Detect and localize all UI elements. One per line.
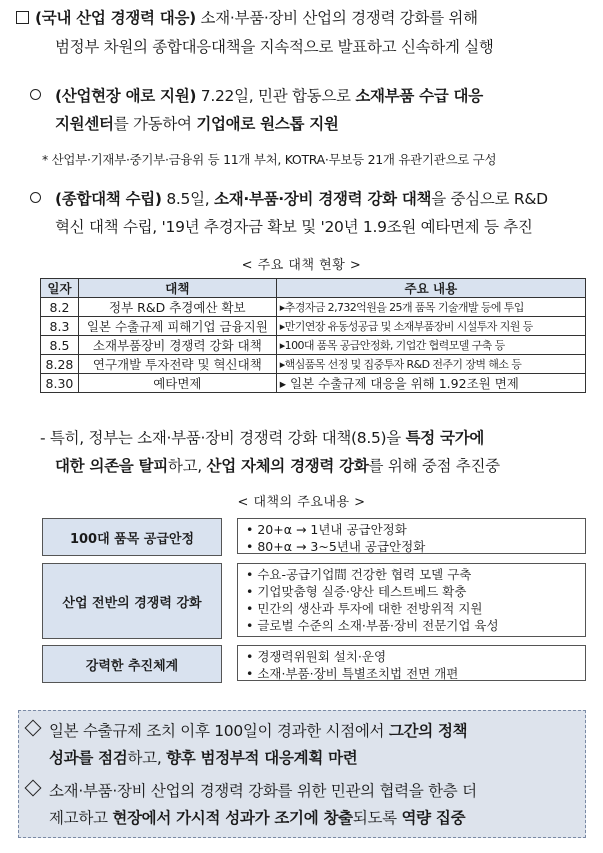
summary-text5: 되도록: [352, 809, 402, 827]
item2-text2: 을 중심으로 R&D: [431, 190, 548, 208]
summary-bold3: 향후 범정부적 대응계획 마련: [166, 749, 358, 767]
item2-bold: 소재·부품·장비 경쟁력 강화 대책: [214, 190, 432, 208]
summary-bold: 그간의 정책: [388, 722, 468, 740]
summary-bold5: 역량 집중: [401, 809, 466, 827]
measure-label: 산업 전반의 경쟁력 강화: [42, 563, 222, 639]
measure-items: [237, 645, 586, 681]
dash-line2: [55, 455, 500, 477]
measure-item: • 민간의 생산과 투자에 대한 전방위적 지원: [246, 601, 483, 616]
header-content: 주요 내용: [276, 279, 585, 298]
cell-date: 8.28: [41, 355, 79, 374]
diamond-bullet-icon: [25, 720, 42, 737]
section-heading-line1: [16, 7, 478, 29]
summary-box: [18, 710, 586, 838]
dash-bold: 특정 국가에: [405, 429, 485, 447]
circle-bullet-icon: [30, 192, 41, 203]
cell-policy: 소재부품장비 경쟁력 강화 대책: [78, 336, 276, 355]
table-row: [41, 336, 586, 355]
policy-table: [40, 278, 586, 393]
item2-title: (종합대책 수립): [55, 190, 162, 208]
measure-item: • 글로벌 수준의 소재·부품·장비 전문기업 육성: [246, 618, 499, 633]
table-row: [41, 298, 586, 317]
cell-policy: 정부 R&D 추경예산 확보: [78, 298, 276, 317]
item1-line2: [55, 113, 339, 135]
measure-item: • 80+α → 3~5년내 공급안정화: [246, 539, 426, 554]
cell-date: 8.2: [41, 298, 79, 317]
footnote: * 산업부·기재부·중기부·금융위 등 11개 부처, KOTRA·무보등 21개 유관기관으로 구성: [42, 152, 497, 167]
measure-items: [237, 518, 586, 554]
item2-text: 8.5일,: [161, 190, 215, 208]
cell-date: 8.30: [41, 374, 79, 393]
checkbox-bullet-icon: [16, 11, 29, 24]
item1-line1: [30, 85, 483, 107]
measure-label: 100대 품목 공급안정: [42, 518, 222, 556]
cell-content: ▸100대 품목 공급안정화, 기업간 협력모델 구축 등: [276, 336, 585, 355]
item1-title: (산업현장 애로 지원): [55, 87, 197, 105]
summary-p1-line1: [23, 719, 467, 741]
table-caption: < 주요 대책 현황 >: [241, 258, 362, 273]
measure-items: [237, 563, 586, 637]
item1-bold2: 지원센터: [55, 115, 114, 133]
summary-text2: 하고,: [127, 749, 167, 767]
summary-p2-line2: [49, 806, 465, 828]
item1-text2: 를 가동하여: [113, 115, 197, 133]
measure-item: • 기업맞춤형 실증·양산 테스트베드 확충: [246, 584, 467, 599]
dash-text: - 특히, 정부는 소재·부품·장비 경쟁력 강화 대책(8.5)을: [40, 429, 406, 447]
table-row: [41, 317, 586, 336]
header-policy: 대책: [78, 279, 276, 298]
table-header-row: [41, 279, 586, 298]
dash-text2: 하고,: [167, 457, 207, 475]
section-heading-line2: 범정부 차원의 종합대응대책을 지속적으로 발표하고 신속하게 실행: [55, 38, 494, 56]
item1-bold: 소재부품 수급 대응: [355, 87, 483, 105]
item2-line1: [30, 188, 548, 210]
measure-item: • 소재·부품·장비 특별조치법 전면 개편: [246, 666, 459, 681]
summary-text: 일본 수출규제 조치 이후 100일이 경과한 시점에서: [49, 722, 389, 740]
cell-content: ▸ 일본 수출규제 대응을 위해 1.92조원 면제: [276, 374, 585, 393]
circle-bullet-icon: [30, 89, 41, 100]
table-row: [41, 374, 586, 393]
item1-text: 7.22일, 민관 합동으로: [196, 87, 356, 105]
diamond-bullet-icon: [25, 780, 42, 797]
dash-line1: [40, 427, 484, 449]
measure-item: • 20+α → 1년내 공급안정화: [246, 522, 407, 537]
measure-label: 강력한 추진체계: [42, 645, 222, 683]
cell-date: 8.5: [41, 336, 79, 355]
cell-policy: 예타면제: [78, 374, 276, 393]
measures-caption: < 대책의 주요내용 >: [237, 495, 366, 510]
summary-p2-line1: [23, 779, 477, 801]
cell-policy: 일본 수출규제 피해기업 금융지원: [78, 317, 276, 336]
summary-p1-line2: [49, 746, 357, 768]
item1-bold3: 기업애로 원스톱 지원: [196, 115, 339, 133]
cell-date: 8.3: [41, 317, 79, 336]
summary-bold4: 현장에서 가시적 성과가 조기에 창출: [112, 809, 353, 827]
cell-content: ▸추경자금 2,732억원을 25개 품목 기술개발 등에 투입: [276, 298, 585, 317]
section-text: 소재·부품·장비 산업의 경쟁력 강화를 위해: [195, 9, 478, 27]
section-title: (국내 산업 경쟁력 대응): [35, 9, 196, 27]
dash-bold2: 대한 의존을 탈피: [55, 457, 168, 475]
cell-policy: 연구개발 투자전략 및 혁신대책: [78, 355, 276, 374]
dash-text3: 를 위해 중점 추진중: [368, 457, 500, 475]
summary-text3: 소재·부품·장비 산업의 경쟁력 강화를 위한 민관의 협력을 한층 더: [49, 782, 477, 800]
table-row: [41, 355, 586, 374]
summary-bold2: 성과를 점검: [49, 749, 128, 767]
header-date: 일자: [41, 279, 79, 298]
summary-text4: 제고하고: [49, 809, 113, 827]
item2-line2: 혁신 대책 수립, '19년 추경자금 확보 및 '20년 1.9조원 예타면제 등 추진: [55, 218, 533, 236]
dash-bold3: 산업 자체의 경쟁력 강화: [206, 457, 369, 475]
measure-item: • 수요-공급기업間 건강한 협력 모델 구축: [246, 567, 472, 582]
cell-content: ▸핵심품목 선정 및 집중투자 R&D 전주기 장벽 해소 등: [276, 355, 585, 374]
cell-content: ▸만기연장 유동성공급 및 소재부품장비 시설투자 지원 등: [276, 317, 585, 336]
measure-item: • 경쟁력위원회 설치·운영: [246, 649, 387, 664]
